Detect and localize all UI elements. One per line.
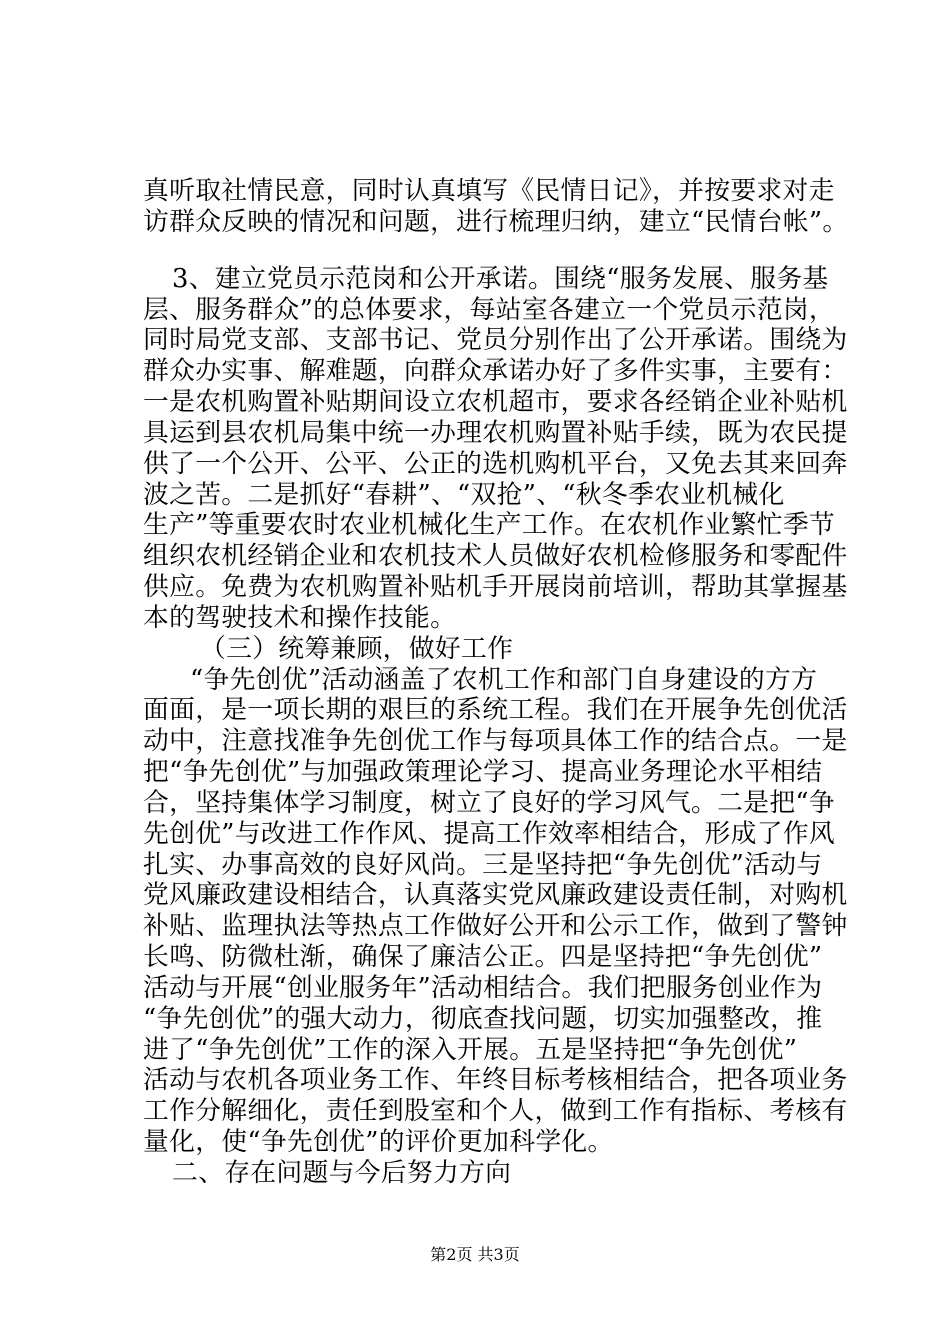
text-line: 量化，使“争先创优”的评价更加科学化。: [143, 1127, 614, 1157]
text-line: 供了一个公开、公平、公正的选机购机平台，又免去其来回奔: [143, 449, 848, 479]
section-heading: （三）统筹兼顾，做好工作: [200, 634, 514, 664]
text-line: 动中，注意找准争先创优工作与每项具体工作的结合点。一是: [143, 726, 848, 756]
text-line: 生产”等重要农时农业机械化生产工作。在农机作业繁忙季节: [143, 510, 836, 540]
text-line: 面面，是一项长期的艰巨的系统工程。我们在开展争先创优活: [143, 695, 848, 725]
text-line: 活动与开展“创业服务年”活动相结合。我们把服务创业作为: [143, 973, 823, 1003]
text-line: 扎实、办事高效的良好风尚。三是坚持把“争先创优”活动与: [143, 850, 823, 880]
text-line: 供应。免费为农机购置补贴机手开展岗前培训，帮助其掌握基: [143, 572, 848, 602]
text-line: 本的驾驶技术和操作技能。: [143, 603, 457, 633]
page-footer: 第2页 共3页: [430, 1245, 520, 1264]
text-line: 3、建立党员示范岗和公开承诺。围绕“服务发展、服务基: [172, 264, 829, 294]
text-line: “争先创优”活动涵盖了农机工作和部门自身建设的方方: [190, 665, 818, 695]
text-line: 进了“争先创优”工作的深入开展。五是坚持把“争先创优”: [143, 1035, 798, 1065]
text-line: 群众办实事、解难题，向群众承诺办好了多件实事，主要有：: [143, 356, 848, 386]
text-line: 把“争先创优”与加强政策理论学习、提高业务理论水平相结: [143, 757, 823, 787]
text-line: 同时局党支部、支部书记、党员分别作出了公开承诺。围绕为: [143, 325, 848, 355]
text-line: 长鸣、防微杜渐，确保了廉洁公正。四是坚持把“争先创优”: [143, 942, 823, 972]
section-heading: 二、存在问题与今后努力方向: [172, 1158, 512, 1188]
text-line: 先创优”与改进工作作风、提高工作效率相结合，形成了作风: [143, 819, 836, 849]
text-line: 波之苦。二是抓好“春耕”、“双抢”、“秋冬季农业机械化: [143, 480, 785, 510]
text-line: 真听取社情民意，同时认真填写《民情日记》，并按要求对走: [143, 176, 835, 206]
text-line: 补贴、监理执法等热点工作做好公开和公示工作，做到了警钟: [143, 911, 848, 941]
text-line: 组织农机经销企业和农机技术人员做好农机检修服务和零配件: [143, 541, 848, 571]
text-line: 具运到县农机局集中统一办理农机购置补贴手续，既为农民提: [143, 418, 848, 448]
text-line: 层、服务群众”的总体要求，每站室各建立一个党员示范岗，: [143, 295, 836, 325]
text-line: “争先创优”的强大动力，彻底查找问题，切实加强整改，推: [143, 1004, 823, 1034]
text-line: 党风廉政建设相结合，认真落实党风廉政建设责任制，对购机: [143, 880, 848, 910]
text-line: 访群众反映的情况和问题，进行梳理归纳，建立“民情台帐”。: [143, 207, 849, 237]
text-line: 一是农机购置补贴期间设立农机超市，要求各经销企业补贴机: [143, 387, 848, 417]
text-line: 活动与农机各项业务工作、年终目标考核相结合，把各项业务: [143, 1065, 848, 1095]
text-line: 合，坚持集体学习制度，树立了良好的学习风气。二是把“争: [143, 788, 836, 818]
text-line: 工作分解细化，责任到股室和个人，做到工作有指标、考核有: [143, 1096, 848, 1126]
